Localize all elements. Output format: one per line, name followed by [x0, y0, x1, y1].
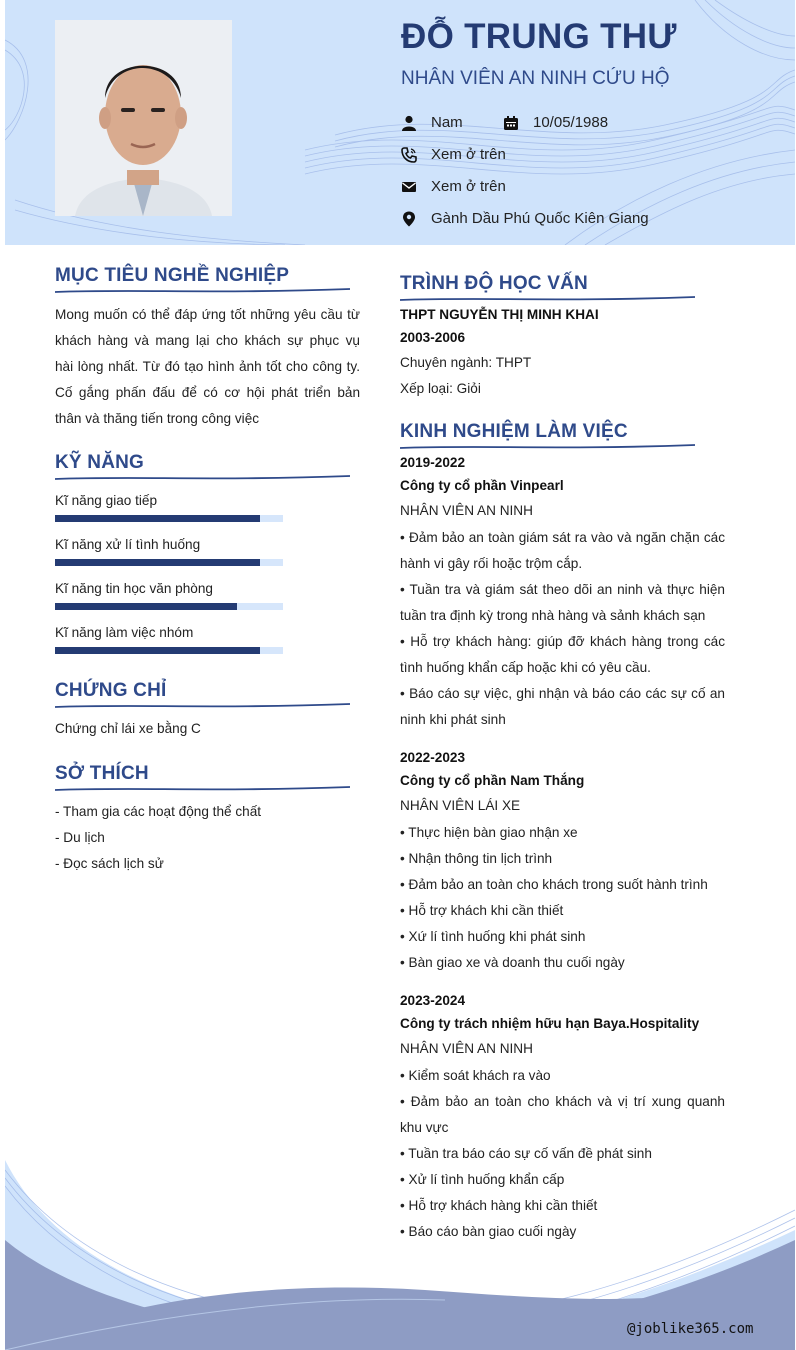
education-heading-underline [400, 295, 695, 303]
address-row [401, 208, 649, 230]
skill-bar-fill [55, 559, 260, 566]
objective-text: Mong muốn có thể đáp ứng tốt những yêu cầu từ khách hàng và mang lại cho khách sự phục vụ hài lòng nhất. Từ đó tạo hình ảnh tốt cho công ty. Cố gắng phấn đấu để có cơ hội phát triển bản thân và thăng tiến trong công việc [55, 307, 360, 426]
gender-row [401, 112, 463, 134]
objective-heading-underline [55, 287, 350, 295]
objective-heading: MỤC TIÊU NGHỀ NGHIỆP [55, 265, 290, 286]
hobby-item: - Du lịch [55, 830, 105, 845]
phone-icon [401, 147, 417, 163]
experience-heading: KINH NGHIỆM LÀM VIỆC [400, 421, 628, 442]
skill-label: Kĩ năng làm việc nhóm [55, 625, 194, 640]
skill-bar [55, 603, 283, 610]
education-heading: TRÌNH ĐỘ HỌC VẤN [400, 273, 588, 294]
certificates-heading-underline [55, 702, 350, 710]
skills-heading: KỸ NĂNG [55, 452, 145, 473]
skill-label: Kĩ năng tin học văn phòng [55, 581, 213, 596]
job-role: NHÂN VIÊN AN NINH [400, 503, 533, 518]
portrait-image [55, 20, 232, 216]
hobbies-heading-underline [55, 785, 350, 793]
watermark-text: @joblike365.com [627, 1321, 754, 1337]
job-description: • Kiểm soát khách ra vào • Đảm bảo an toàn cho khách và vị trí xung quanh khu vực • Tuần tra báo cáo sự cố vấn đề phát sinh • Xử lí tình huống khẩn cấp • Hỗ trợ khách hàng khi cần thiết • Báo cáo bàn giao cuối ngày [400, 1068, 725, 1239]
experience-heading-underline [400, 443, 695, 451]
job-company: Công ty trách nhiệm hữu hạn Baya.Hospitality [400, 1016, 700, 1031]
header-banner [5, 0, 795, 245]
skill-bar-fill [55, 603, 237, 610]
profile-photo [55, 20, 232, 216]
calendar-icon [503, 115, 519, 131]
job-role: NHÂN VIÊN AN NINH [400, 1041, 533, 1056]
resume-page [5, 0, 795, 1350]
skill-label: Kĩ năng giao tiếp [55, 493, 158, 508]
email-value: Xem ở trên [431, 178, 506, 195]
education-years: 2003-2006 [400, 330, 466, 345]
education-school: THPT NGUYỄN THỊ MINH KHAI [400, 307, 599, 322]
job-role: NHÂN VIÊN LÁI XE [400, 798, 521, 813]
phone-row [401, 144, 506, 166]
skill-bar-fill [55, 647, 260, 654]
hobbies-heading: SỞ THÍCH [55, 763, 149, 784]
job-description: • Thực hiện bàn giao nhận xe • Nhận thông tin lịch trình • Đảm bảo an toàn cho khách trong suốt hành trình • Hỗ trợ khách khi cần thiết • Xứ lí tình huống khi phát sinh • Bàn giao xe và doanh thu cuối ngày [400, 825, 708, 970]
gender-value: Nam [431, 114, 463, 131]
hobby-item: - Đọc sách lịch sử [55, 856, 164, 871]
job-years: 2023-2024 [400, 993, 466, 1008]
skill-bar [55, 647, 283, 654]
email-icon [401, 179, 417, 195]
job-years: 2022-2023 [400, 750, 466, 765]
certificates-heading: CHỨNG CHỈ [55, 680, 167, 701]
job-company: Công ty cổ phần Nam Thắng [400, 773, 585, 788]
job-company: Công ty cổ phần Vinpearl [400, 478, 564, 493]
birthdate-row [503, 112, 608, 134]
phone-value: Xem ở trên [431, 146, 506, 163]
skill-bar [55, 515, 283, 522]
skill-label: Kĩ năng xử lí tình huống [55, 537, 201, 552]
location-pin-icon [401, 211, 417, 227]
user-icon [401, 115, 417, 131]
hobby-item: - Tham gia các hoạt động thể chất [55, 804, 262, 819]
education-grade: Xếp loại: Giỏi [400, 381, 481, 396]
skill-bar [55, 559, 283, 566]
candidate-name: ĐỖ TRUNG THƯ [401, 17, 677, 56]
candidate-job-title: NHÂN VIÊN AN NINH CỨU HỘ [401, 68, 670, 89]
address-value: Gành Dầu Phú Quốc Kiên Giang [431, 210, 649, 227]
education-major: Chuyên ngành: THPT [400, 355, 532, 370]
skill-bar-fill [55, 515, 260, 522]
certificate-item: Chứng chỉ lái xe bằng C [55, 721, 201, 736]
birthdate-value: 10/05/1988 [533, 114, 609, 131]
job-description: • Đảm bảo an toàn giám sát ra vào và ngăn chặn các hành vi gây rối hoặc trộm cắp. • Tuần tra và giám sát theo dõi an ninh và thực hiện tuần tra định kỳ trong nhà hàng và sảnh khách sạn • Hỗ trợ khách hàng: giúp đỡ khách hàng trong các tình huống khẩn cấp hoặc khi có yêu cầu. • Báo cáo sự việc, ghi nhận và báo cáo các sự cố an ninh khi phát sinh [400, 530, 725, 727]
email-row [401, 176, 506, 198]
skills-heading-underline [55, 474, 350, 482]
job-years: 2019-2022 [400, 455, 466, 470]
